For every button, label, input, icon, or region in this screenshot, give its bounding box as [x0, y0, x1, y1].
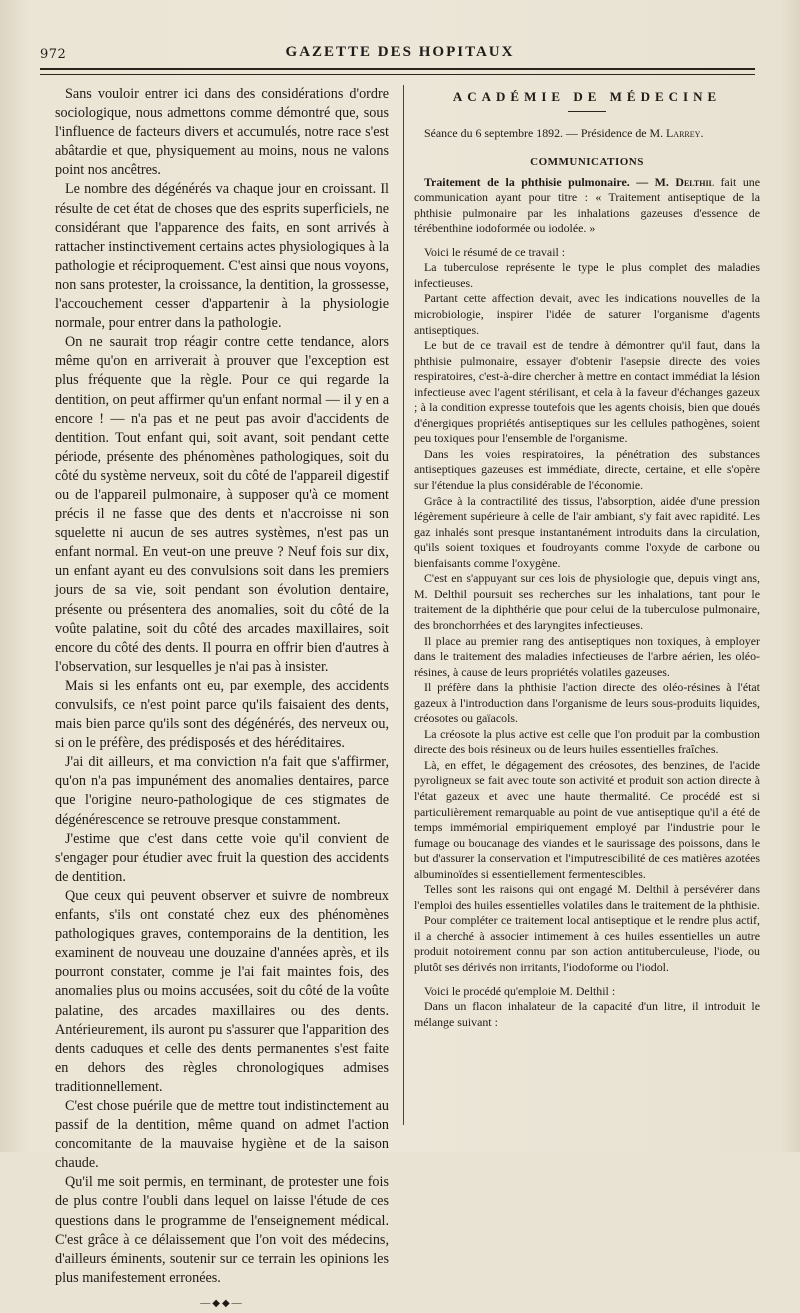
right-paragraph: La créosote la plus active est celle que l'on produit par la combustion directe des bois résineux ou de leurs huiles essentielles fraîches. [414, 726, 760, 757]
right-column [414, 85, 760, 1030]
left-paragraph: Sans vouloir entrer ici dans des considérations d'ordre sociologique, nous admettons comme démontré que, sous l'influence de facteurs divers et accumulés, notre race s'est abâtardie et que, physiquement au moins, nous ne valons point nos ancêtres. [55, 86, 389, 179]
communications-heading: COMMUNICATIONS [530, 156, 644, 169]
header-rule-thick [40, 68, 755, 70]
journal-title: GAZETTE DES HOPITAUX [285, 44, 515, 60]
left-column [55, 85, 389, 1313]
spacer [414, 237, 760, 245]
spacer [414, 976, 760, 984]
left-paragraph: Le nombre des dégénérés va chaque jour en croissant. Il résulte de cet état de choses que des esprits superficiels, ne considérant que l'apparence des faits, en sont arrivés à rattacher instinctivement certains actes physiologiques à la pathologie et réciproquement. C'est ainsi que nous voyons, non sans protester, la croissance, la dentition, la grossesse, l'accouchement cesser d'appartenir à la physiologie normale, pour entrer dans la pathologie. [55, 181, 389, 332]
comm-title: Traitement de la phthisie pulmonaire. [424, 174, 630, 189]
comm-intro-paragraph: Traitement de la phthisie pulmonaire. — M. Delthil fait une communication ayant pour titre : « Traitement antiseptique de la phthisie pulmonaire par les inhalations gazeuses d'essence de térébenthine iodoformée ou iodolée. » [414, 174, 760, 236]
page-number: 972 [40, 47, 67, 62]
column-divider [403, 85, 404, 1125]
right-paragraph: Partant cette affection devait, avec les indications nouvelles de la microbiologie, inspirer l'idée de saturer l'organisme d'agents antiseptiques. [414, 291, 760, 337]
right-paragraph: Le but de ce travail est de tendre à démontrer qu'il faut, dans la phthisie pulmonaire, essayer d'obtenir l'asepsie directe des voies respiratoires, c'est-à-dire chercher à mettre en contact immédiat la lésion infectieuse avec l'agent stérilisant, et cela à la faveur d'échanges gazeux ; à la condition expresse toutefois que les agents choisis, bien que doués d'énergiques propriétés antiseptiques sur les cellules pathogènes, soient peu toxiques pour l'ensemble de l'organisme. [414, 338, 760, 446]
right-paragraph: Voici le procédé qu'emploie M. Delthil : [424, 983, 616, 998]
right-paragraph: Pour compléter ce traitement local antiseptique et le rendre plus actif, il a cherché à associer intimement à ces huiles essentielles un autre produit notoirement connu par son action antituberculeuse, l'iode, ou plutôt ses dérivés non irritants, l'iodoforme ou l'iodol. [414, 913, 760, 974]
left-paragraph: Que ceux qui peuvent observer et suivre de nombreux enfants, s'ils ont constaté chez eux des phénomènes pathologiques graves, contemporains de la dentition, les examinent de nouveau une douzaine d'années après, et ils pourront constater, comme je l'ai fait maintes fois, des anomalies plus ou moins accusées, soit du côté de la voûte palatine, des arcades maxillaires ou des dents. Antérieurement, ils auront pu s'assurer que l'apparition des dents caduques et celle des dents permanentes s'est faite en dehors des règles chronologiques admises traditionnellement. [55, 887, 389, 1095]
right-paragraph: La tuberculose représente le type le plus complet des maladies infectieuses. [414, 260, 760, 290]
left-paragraph: Mais si les enfants ont eu, par exemple, des accidents convulsifs, ce n'est point parce qu'ils faisaient des dents, mais bien parce qu'ils sont des dégénérés, des nerveux ou, si on le préfère, des prédisposés et des héréditaires. [55, 677, 389, 752]
right-paragraph: Dans les voies respiratoires, la pénétration des substances antiseptiques gazeuses est immédiate, directe, certaine, et elle s'opère sur l'étendue la plus considérable de l'économie. [414, 446, 760, 493]
end-ornament: —◆◆— [200, 1297, 244, 1309]
right-paragraph: Il préfère dans la phthisie l'action directe des oléo-résines à l'état gazeux à l'introduction dans l'organisme de leurs sous-produits liquides, créosotes ou gaïacols. [414, 680, 760, 726]
president-name: Larrey [666, 125, 701, 140]
left-paragraph: Qu'il me soit permis, en terminant, de protester une fois de plus contre l'oubli dans lequel on laisse l'étude de ces questions dans le programme de l'enseignement médical. C'est grâce à ce délaissement que l'on voit des médecins, d'ailleurs éminents, soutenir sur ce terrain les opinions les plus manifestement erronées. [55, 1174, 389, 1286]
right-paragraph: Dans un flacon inhalateur de la capacité d'un litre, il introduit le mélange suivant : [414, 999, 760, 1029]
section-rule [568, 111, 606, 112]
left-paragraph: J'estime que c'est dans cette voie qu'il convient de s'engager pour étudier avec fruit la question des accidents de dentition. [55, 830, 389, 885]
right-paragraph: Là, en effet, le dégagement des créosotes, des benzines, de l'acide pyroligneux se fait avec toute son activité et produit son action directe à l'état gazeux et avec une haute thermalité. Ce procédé est si particulièrement remarquable au point de vue antiseptique qu'il a été de temps immémorial empiriquement employé par l'industrie pour le fumage ou boucanage des viandes et le saurissage des poissons, dans le but d'assurer la conservation et l'imputrescibilité de ces matières azotées albuminoïdes si essentiellement fermentescibles. [414, 757, 760, 881]
right-paragraph: Il place au premier rang des antiseptiques non toxiques, à employer dans le traitement des maladies infectieuses de l'arbre aérien, les oléo-résines, à cause de leurs propriétés volatiles gazeuses. [414, 633, 760, 679]
resume-intro: Voici le résumé de ce travail : [424, 244, 566, 259]
seance-text: Séance du 6 septembre 1892. — Présidence de M. [424, 125, 667, 140]
right-paragraph: Grâce à la contractilité des tissus, l'absorption, aidée d'une pression légèrement supérieure à celle de l'air ambiant, s'y fait avec rapidité. Les gaz inhalés sont presque instantanément introduits dans la circulation, qu'ils soient toxiques et foudroyants comme l'oxyde de carbone ou bienfaisants comme l'oxygène. [414, 493, 760, 570]
section-title: ACADÉMIE DE MÉDECINE [452, 89, 722, 104]
right-paragraph: Telles sont les raisons qui ont engagé M. Delthil à persévérer dans l'emploi des huiles essentielles volatiles dans le traitement de la phthisie. [414, 882, 760, 912]
left-paragraph: C'est chose puérile que de mettre tout indistinctement au passif de la dentition, même quand on admet l'action concomitante de la mauvaise hygiène et de la saison chaude. [55, 1097, 389, 1172]
right-paragraph: C'est en s'appuyant sur ces lois de physiologie que, depuis vingt ans, M. Delthil poursuit ses recherches sur les inhalations, tant pour le traitement de la diphthérie que pour celui de la tuberculose pulmonaire, des bronchorrhées et des laryngites infectieuses. [414, 571, 760, 632]
seance-line [414, 126, 760, 142]
comm-author: M. Delthil [654, 174, 714, 189]
left-paragraph: On ne saurait trop réagir contre cette tendance, alors même qu'on en arriverait à prouver que l'exception est plus fréquente que la règle. Pour ce qui regarde la dentition, on peut affirmer qu'un enfant normal — il y en a encore ! — n'a pas et ne peut pas avoir d'accidents de dentition. Tout enfant qui, soit avant, soit pendant cette période, présente des phénomènes pathologiques, soit du côté du système nerveux, soit du côté de l'appareil digestif ou de l'appareil pulmonaire, à supposer qu'à ce moment précis il ne fasse que des dents et n'accroisse ni son squelette ni aucun de ses autres systèmes, n'est pas un enfant normal. En veut-on une preuve ? Neuf fois sur dix, un enfant ayant eu des convulsions soit dans les premiers jours de sa vie, soit pendant son évolution dentaire, présente ou présentera des anomalies, soit du côté de la voûte palatine, soit du côté des arcades maxillaires, soit encore du côté des dents. Il pourra en offrir bien d'autres à l'observation, sur lesquelles je n'ai pas à insister. [55, 334, 389, 675]
header-rule-thin [40, 74, 755, 75]
seance-end: . [700, 125, 704, 140]
comm-intro-text: fait une communication ayant pour titre : « Traitement antiseptique de la phthisie pulmonaire par les inhalations gazeuses d'essence de térébenthine iodoformée ou iodolée. » [414, 174, 760, 236]
left-paragraph: J'ai dit ailleurs, et ma conviction n'a fait que s'affirmer, qu'on n'a pas impunément des anomalies dentaires, parce que l'origine neuro-pathologique de ces stigmates de dégénérescence se retrouve presque constamment. [55, 754, 389, 828]
